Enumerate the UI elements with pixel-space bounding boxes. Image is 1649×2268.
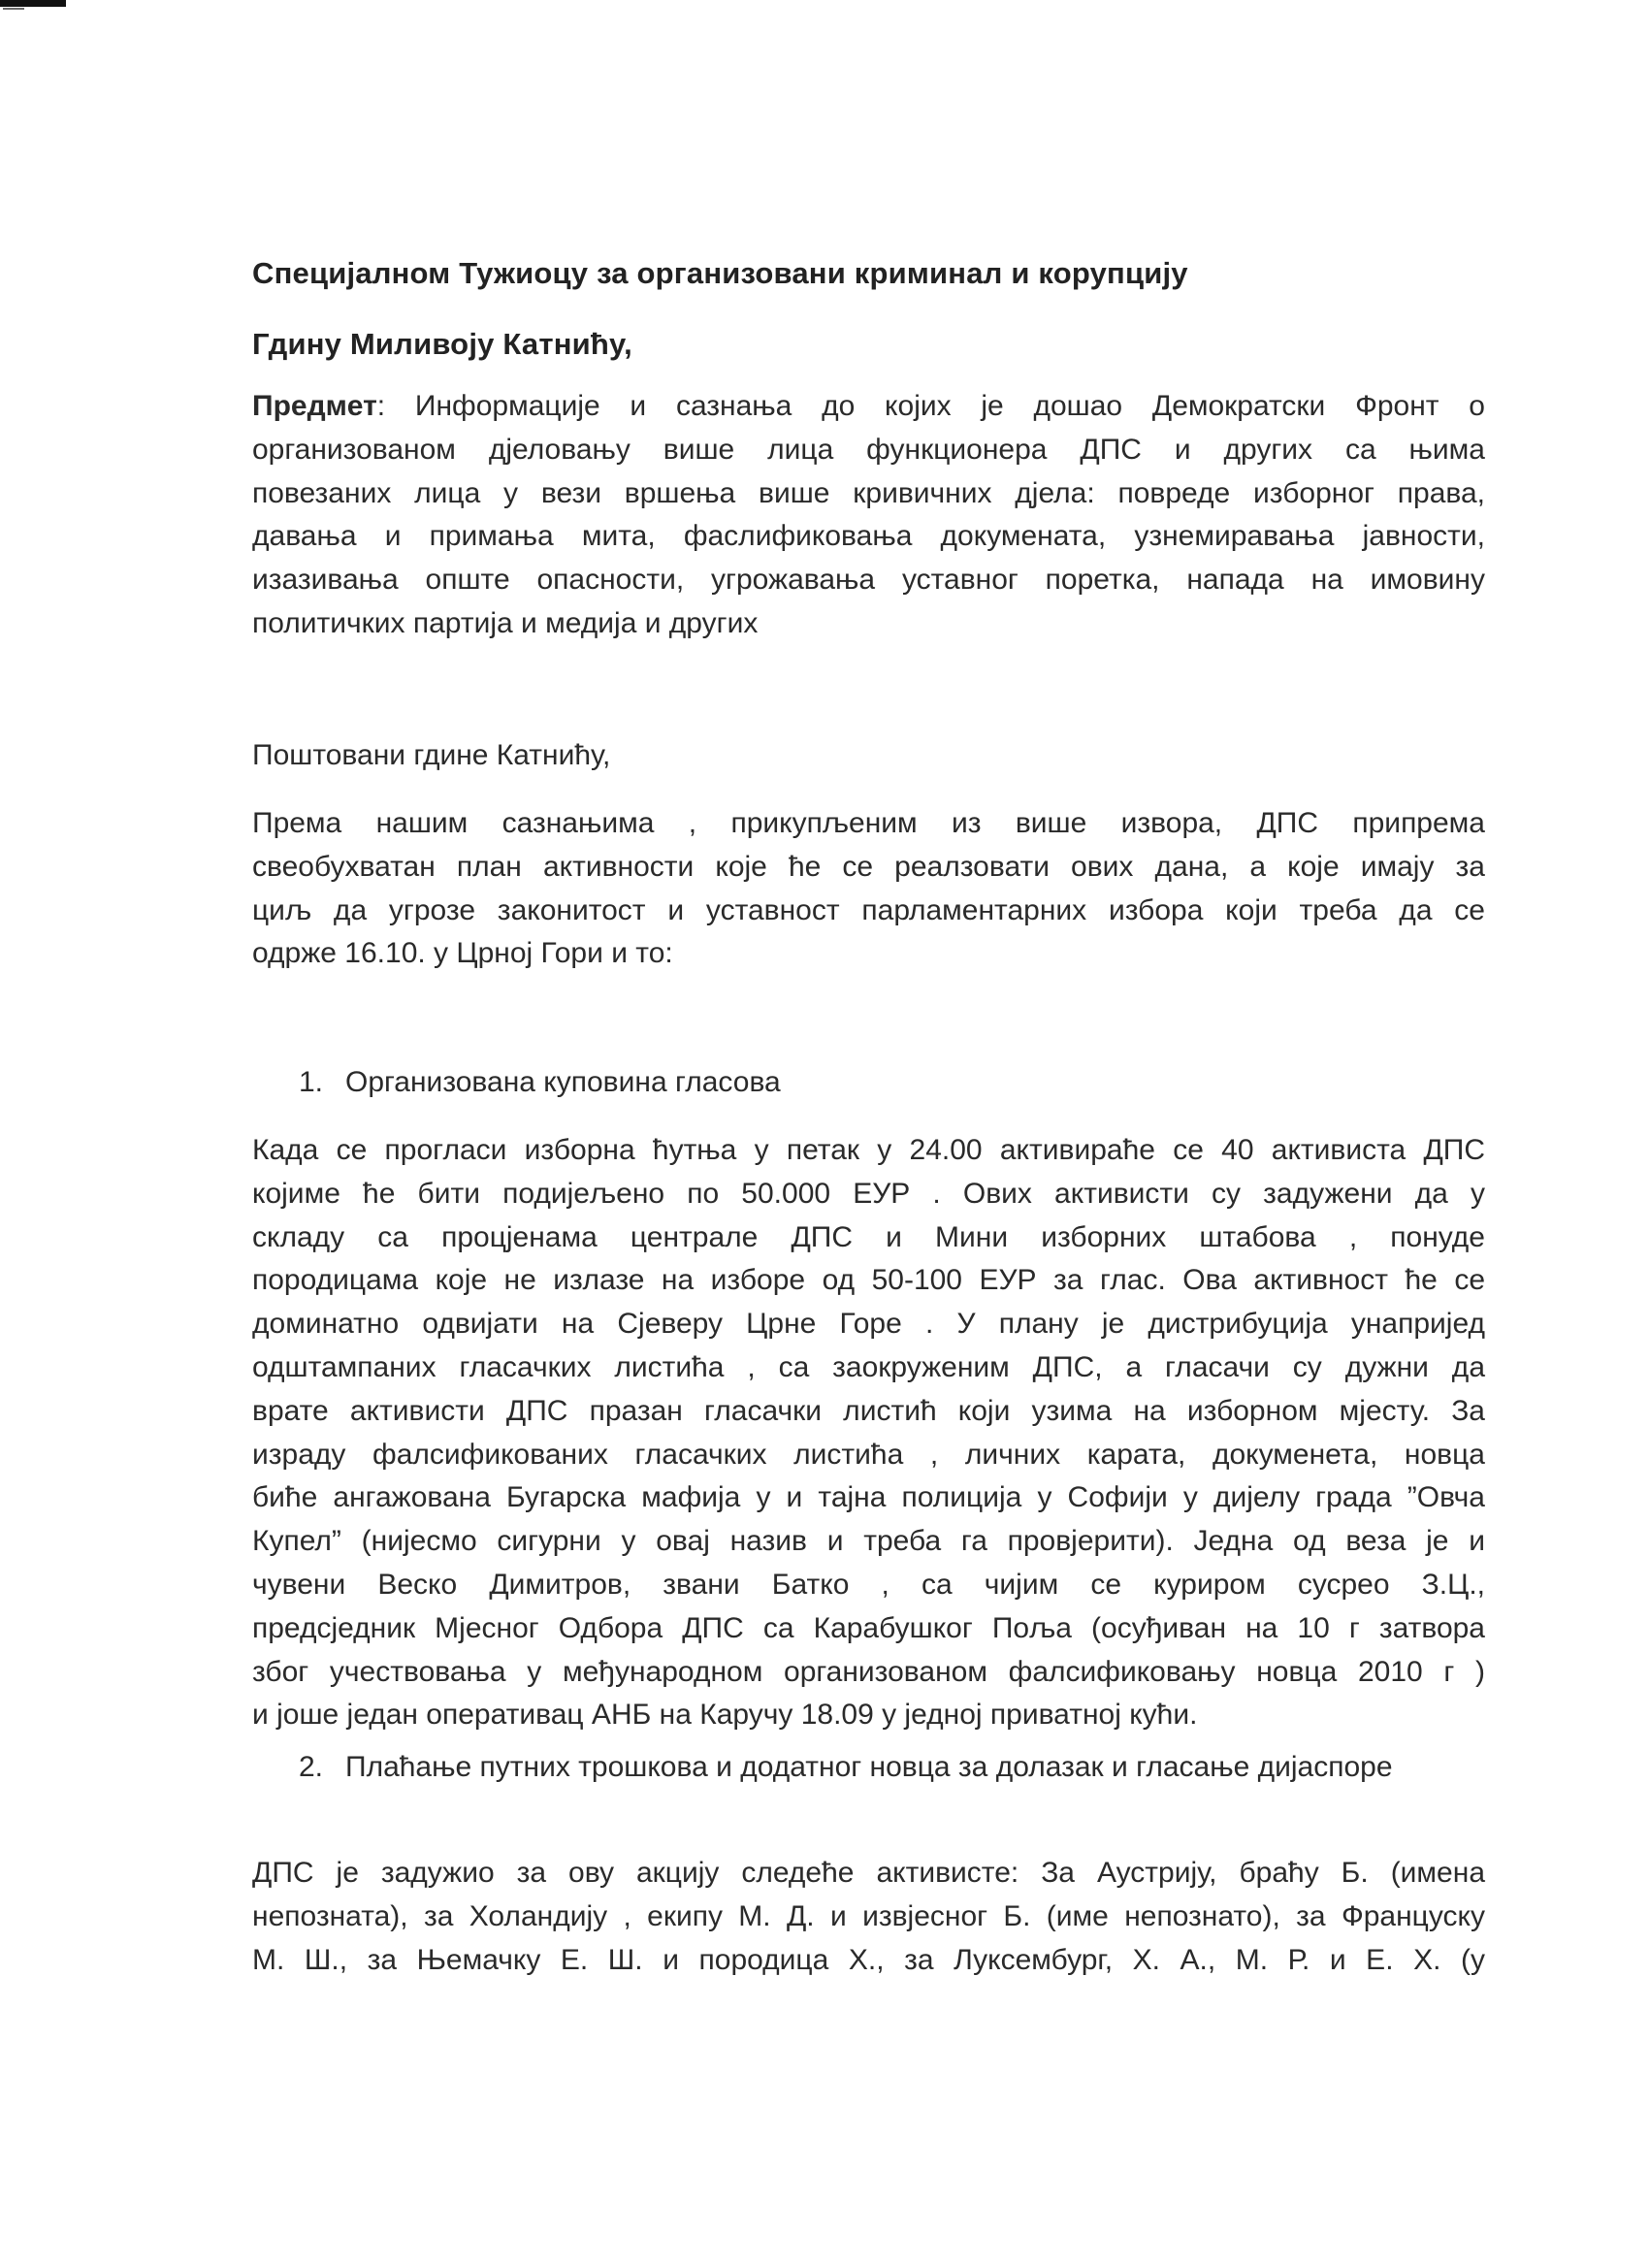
- section-1-line: израду фалсификованих гласачких листића , личних карата, докуменета, новца: [252, 1438, 1485, 1471]
- diaspora-line: непозната), за Холандију , екипу М. Д. и извјесног Б. (име непознато), за Француску: [252, 1899, 1485, 1932]
- subject-line-1-text: : Информације и сазнања до којих је дошао Демократски Фронт о: [376, 390, 1485, 422]
- diaspora-paragraph: [252, 1852, 1485, 1982]
- scan-edge-mark: [0, 0, 66, 7]
- intro-line-1: Према нашим сазнањима , прикупљеним из више извора, ДПС припрема: [252, 807, 1485, 839]
- section-1-line: складу са процјенама централе ДПС и Мини изборних штабова , понуде: [252, 1220, 1485, 1253]
- section-1-line: врате активисти ДПС празан гласачки листић који узима на изборном мјесту. За: [252, 1394, 1485, 1427]
- section-1-line: Када се прогласи изборна ћутња у петак у 24.00 активираће се 40 активиста ДПС: [252, 1134, 1485, 1166]
- intro-paragraph: [252, 802, 1485, 976]
- section-2-number: 2.: [299, 1751, 324, 1783]
- diaspora-line: М. Ш., за Њемачку Е. Ш. и породица Х., за Луксембург, Х. А., М. Р. и Е. Х. (у: [252, 1943, 1485, 1976]
- section-1-line: одштампаних гласачких листића , са заокруженим ДПС, а гласачи су дужни да: [252, 1350, 1485, 1383]
- section-1-number: 1.: [299, 1066, 324, 1098]
- subject-line-2: организованом дјеловању више лица функционера ДПС и других са њима: [252, 433, 1485, 466]
- intro-line-2: свеобухватан план активности које ће се реалзовати ових дана, а које имају за: [252, 850, 1485, 883]
- subject-label: Предмет: [252, 390, 377, 422]
- section-1-line: доминатно одвијати на Сјеверу Црне Горе . У плану је дистрибуција унапријед: [252, 1308, 1485, 1341]
- section-2-title: Плаћање путних трошкова и додатног новца за долазак и гласање дијаспоре: [345, 1751, 1393, 1783]
- section-1-line: предсједник Мјесног Одбора ДПС са Карабушког Поља (осуђиван на 10 г затвора: [252, 1611, 1485, 1644]
- addressee-line-2: Гдину Миливоју Катнићу,: [252, 327, 632, 361]
- addressee-line-1: Специјалном Тужиоцу за организовани криминал и корупцију: [252, 256, 1188, 290]
- subject-paragraph: [252, 385, 1485, 646]
- subject-line-5: изазивања опште опасности, угрожавања уставног поретка, напада на имовину: [252, 564, 1485, 597]
- intro-line-4: одрже 16.10. у Црној Гори и то:: [252, 937, 673, 970]
- section-1-title: Организована куповина гласова: [345, 1066, 781, 1098]
- section-1-line: биће ангажована Бугарска мафија у и тајна полиција у Софији у дијелу града ”Овча: [252, 1481, 1485, 1514]
- section-1-line: којиме ће бити подијељено по 50.000 ЕУР . Ових активисти су задужени да у: [252, 1177, 1485, 1210]
- subject-line-4: давања и примања мита, фаслификовања докумената, узнемиравања јавности,: [252, 520, 1485, 553]
- section-1-paragraph: [252, 1129, 1485, 1737]
- subject-line-3: повезаних лица у вези вршења више кривичних дјела: повреде изборног права,: [252, 476, 1485, 509]
- section-1-line: породицама које не излазе на изборе од 50-100 ЕУР за глас. Ова активност ће се: [252, 1264, 1485, 1297]
- section-1-line: због учествовања у међународном организованом фалсификовању новца 2010 г ): [252, 1655, 1485, 1688]
- section-1-line: чувени Веско Димитров, звани Батко , са чијим се куриром сусрео З.Ц.,: [252, 1568, 1485, 1601]
- section-1-line-last: и јоше један оперативац АНБ на Каручу 18.09 у једној приватној кући.: [252, 1699, 1198, 1732]
- section-2-heading: [299, 1748, 1393, 1787]
- subject-line-6: политичких партија и медија и других: [252, 606, 759, 639]
- greeting: Поштовани гдине Катнићу,: [252, 739, 611, 771]
- section-1-line: Купел” (нијесмо сигурни у овај назив и треба га провјерити). Једна од веза је и: [252, 1525, 1485, 1558]
- diaspora-line: ДПС је задужио за ову акцију следеће активисте: За Аустрију, браћу Б. (имена: [252, 1857, 1485, 1889]
- intro-line-3: циљ да угрозе законитост и уставност парламентарних избора који треба да се: [252, 893, 1485, 926]
- scan-edge-mark-secondary: [3, 8, 24, 10]
- section-1-heading: [299, 1063, 781, 1102]
- subject-line-1: [252, 385, 1485, 429]
